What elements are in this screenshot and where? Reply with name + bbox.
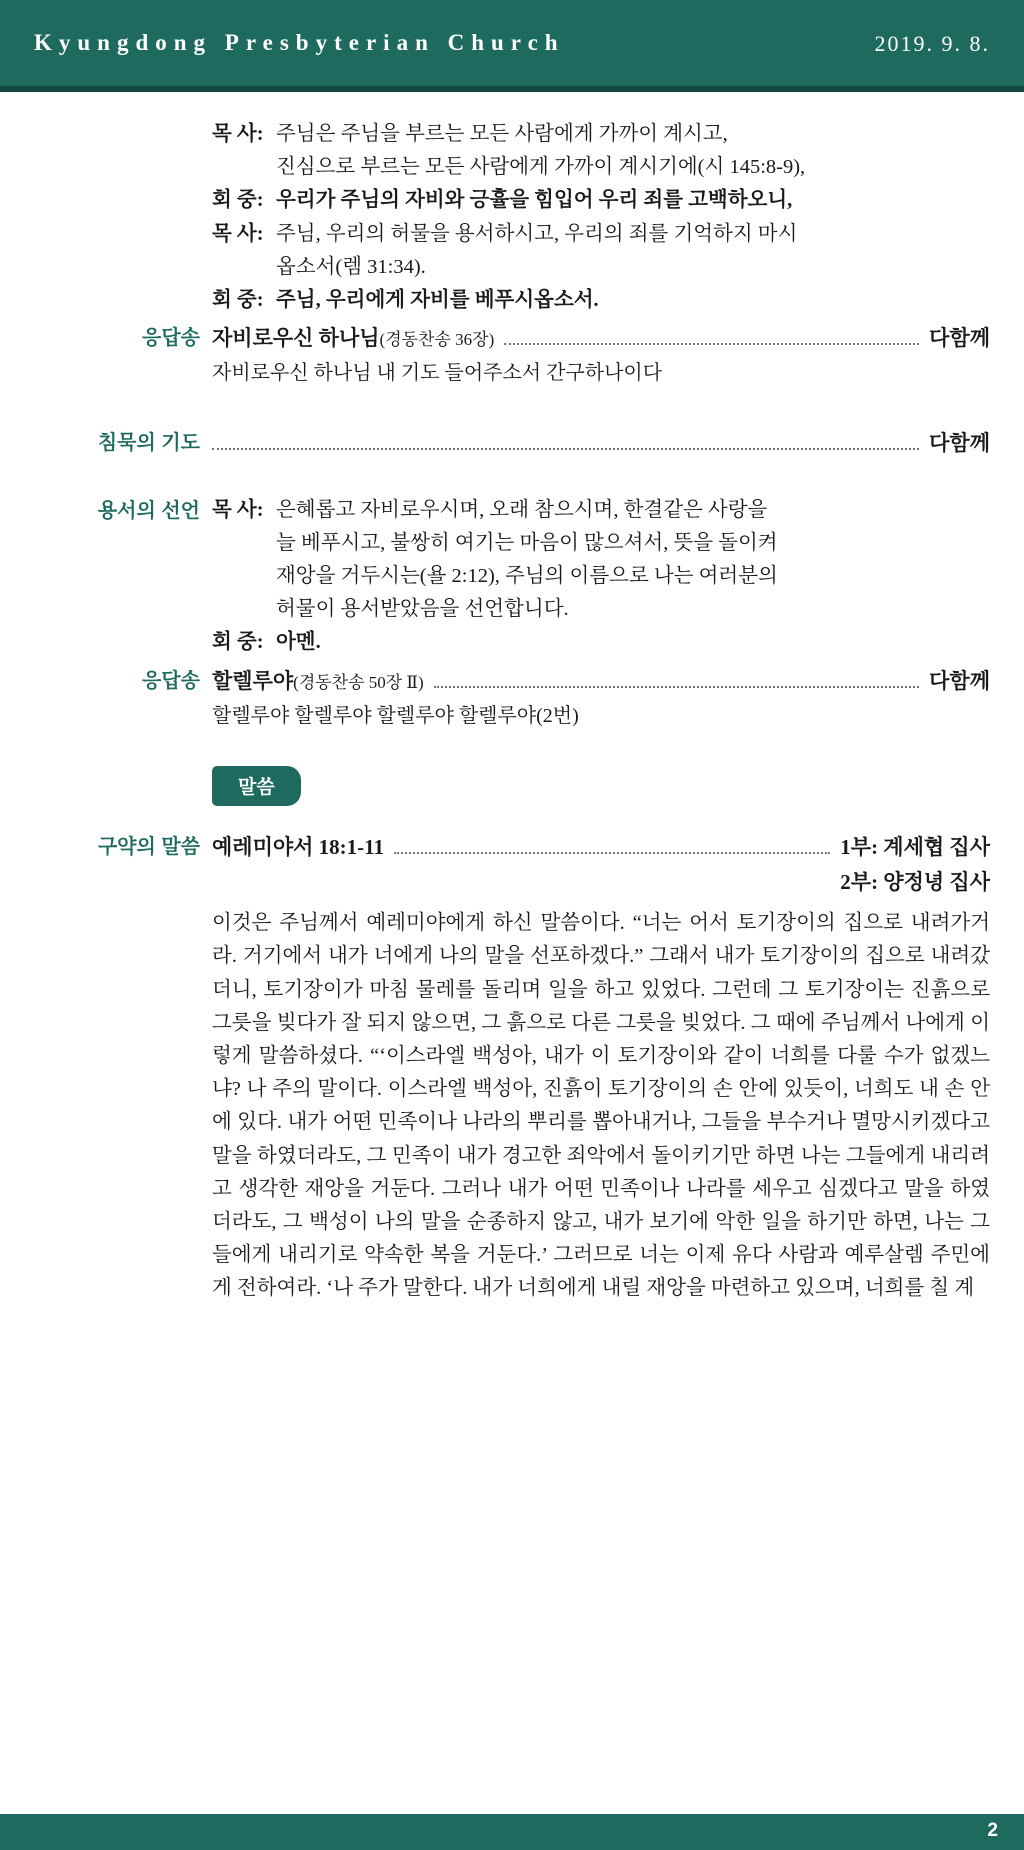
- response-hymn-1-section: [0, 321, 1024, 389]
- declaration-text: 허물이 용서받았음을 선언합니다.: [276, 598, 569, 621]
- church-name: Kyungdong Presbyterian Church: [34, 30, 565, 55]
- response-hymn-2-body: [212, 664, 1024, 732]
- header-divider: [0, 86, 1024, 92]
- hymn-number: (경동찬송 36장): [379, 330, 495, 350]
- reading-text: 주님은 주님을 부르는 모든 사람에게 가까이 계시고,: [276, 123, 728, 145]
- hymn-lyrics: 할렐루야 할렐루야 할렐루야 할렐루야(2번): [212, 704, 579, 727]
- reading-line: [212, 151, 990, 184]
- declaration-text: 재앙을 거두시는(욜 2:12), 주님의 이름으로 나는 여러분의: [276, 565, 778, 588]
- hymn-title: 자비로우신 하나님: [212, 326, 380, 351]
- scripture-lead-line: [212, 830, 990, 864]
- scripture-reader-1: 1부: 계세협 집사: [840, 835, 990, 860]
- dot-leader: [504, 343, 919, 345]
- reading-text: 진심으로 부르는 모든 사람에게 가까이 계시기에(시 145:8-9),: [276, 156, 806, 179]
- forgiveness-declaration-label: 용서의 선언: [97, 499, 200, 522]
- old-testament-body: [212, 830, 1024, 1305]
- declaration-line: [212, 626, 990, 659]
- section-tag-word: 말씀: [212, 766, 301, 806]
- reading-text: 주님, 우리에게 자비를 베푸시옵소서.: [276, 289, 599, 312]
- declaration-line: [212, 494, 990, 527]
- responsive-reading-section: [0, 118, 1024, 317]
- declaration-text: 아멘.: [276, 631, 321, 654]
- response-hymn-1-label: 응답송: [142, 327, 200, 350]
- silent-prayer-lead-line: [212, 426, 990, 460]
- hymn-lyrics: 자비로우신 하나님 내 기도 들어주소서 간구하나이다: [212, 362, 663, 385]
- speaker-label: 목 사:: [212, 222, 264, 245]
- section-tag-wrapper: [0, 766, 1024, 806]
- reading-line: [212, 284, 990, 317]
- silent-prayer-section: [0, 426, 1024, 460]
- hymn-number: (경동찬송 50장 Ⅱ): [293, 672, 424, 692]
- reading-line: [212, 118, 990, 151]
- response-hymn-2-section: [0, 664, 1024, 732]
- hymn-performer: 다함께: [929, 668, 990, 693]
- dot-leader: [434, 686, 919, 688]
- scripture-text: 이것은 주님께서 예레미야에게 하신 말씀이다. “너는 어서 토기장이의 집으로 내려가거라. 거기에서 내가 너에게 나의 말을 선포하겠다.” 그래서 내가 토기장이의 집으로 내려갔더니, 토기장이가 마침 물레를 돌리며 일을 하고 있었다. 그런데 그 토기장이는 진흙으로 그릇을 빚다가 잘 되지 않으면, 그 흙으로 다른 그릇을 빚었다. 그 때에 주님께서 나에게 이렇게 말씀하셨다. “‘이스라엘 백성아, 내가 이 토기장이와 같이 너희를 다룰 수가 없겠느냐? 나 주의 말이다. 이스라엘 백성아, 진흙이 토기장이의 손 안에 있듯이, 너희도 내 손 안에 있다. 내가 어떤 민족이나 나라의 뿌리를 뽑아내거나, 그들을 부수거나 멸망시키겠다고 말을 하였더라도, 그 민족이 내가 경고한 죄악에서 돌이키기만 하면 나는 그들에게 내리려고 생각한 재앙을 거둔다. 그러나 내가 어떤 민족이나 나라를 세우고 심겠다고 말을 하였더라도, 그 백성이 나의 말을 순종하지 않고, 내가 보기에 악한 일을 하기만 하면, 나는 그들에게 내리기로 약속한 복을 거둔다.’ 그러므로 너는 이제 유다 사람과 예루살렘 주민에게 전하여라. ‘나 주가 말한다. 내가 너희에게 내릴 재앙을 마련하고 있으며, 너희를 칠 계: [212, 912, 990, 1300]
- bulletin-page: [0, 118, 1024, 1306]
- declaration-text: 은혜롭고 자비로우시며, 오래 참으시며, 한결같은 사랑을: [276, 498, 768, 521]
- responsive-reading-body: [212, 118, 1024, 317]
- response-hymn-1-body: [212, 321, 1024, 389]
- hymn-lead-line: [212, 321, 990, 355]
- forgiveness-declaration-section: [0, 494, 1024, 660]
- reading-line: [212, 184, 990, 217]
- hymn-title: 할렐루야: [212, 668, 294, 693]
- old-testament-section: [0, 830, 1024, 1305]
- speaker-label: 회 중:: [212, 289, 264, 312]
- dot-leader: [212, 448, 919, 450]
- response-hymn-2-label: 응답송: [142, 669, 200, 692]
- speaker-label: 목 사:: [212, 123, 264, 145]
- reading-line: [212, 218, 990, 251]
- reading-text: 주님, 우리의 허물을 용서하시고, 우리의 죄를 기억하지 마시: [276, 222, 798, 245]
- forgiveness-declaration-body: [212, 494, 1024, 660]
- page-number: 2: [987, 1820, 998, 1841]
- scripture-reference: 예레미야서 18:1-11: [212, 835, 385, 860]
- scripture-reader-2: 2부: 양정녕 집사: [840, 870, 990, 895]
- speaker-label: 목 사:: [212, 498, 264, 521]
- dot-leader: [394, 852, 830, 854]
- hymn-lead-line: [212, 664, 990, 698]
- speaker-label: 회 중:: [212, 631, 264, 654]
- silent-prayer-body: [212, 426, 1024, 460]
- reading-line: [212, 251, 990, 284]
- reading-text: 우리가 주님의 자비와 긍휼을 힘입어 우리 죄를 고백하오니,: [276, 189, 793, 212]
- page-header: [0, 0, 1024, 92]
- speaker-label: 회 중:: [212, 189, 264, 212]
- silent-prayer-label: 침묵의 기도: [97, 431, 200, 454]
- hymn-performer: 다함께: [929, 326, 990, 351]
- declaration-line: [212, 560, 990, 593]
- silent-prayer-performer: 다함께: [929, 430, 990, 455]
- bulletin-date: 2019. 9. 8.: [874, 31, 990, 56]
- page-footer: [0, 1814, 1024, 1850]
- declaration-text: 늘 베푸시고, 불쌍히 여기는 마음이 많으셔서, 뜻을 돌이켜: [276, 531, 778, 554]
- declaration-line: [212, 593, 990, 626]
- declaration-line: [212, 527, 990, 560]
- reading-text: 옵소서(렘 31:34).: [276, 255, 426, 278]
- old-testament-label: 구약의 말씀: [97, 836, 200, 859]
